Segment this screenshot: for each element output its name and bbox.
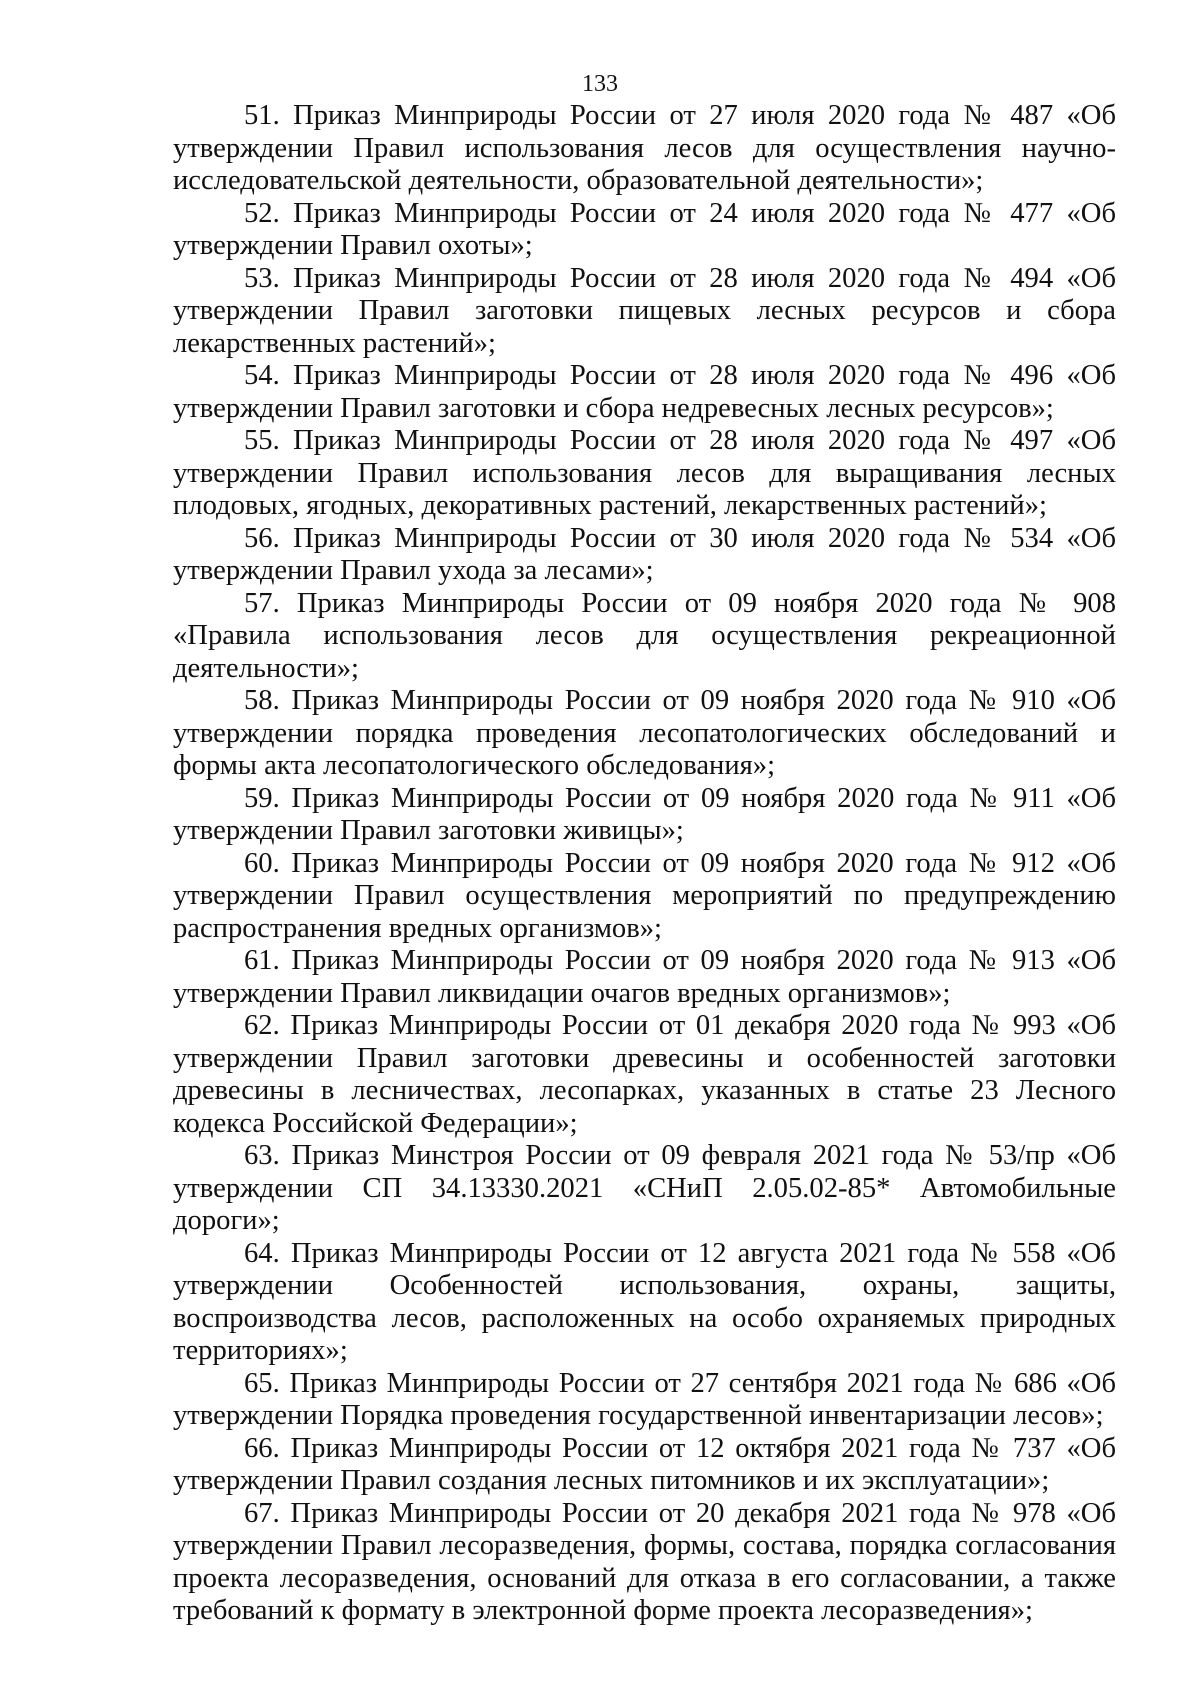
list-item: 58. Приказ Минприроды России от 09 ноября 2020 года № 910 «Об утверждении порядка проведения лесопатологических обследований и формы акта лесопатологического обследования»; bbox=[173, 685, 1116, 781]
list-item: 56. Приказ Минприроды России от 30 июля 2020 года № 534 «Об утверждении Правил ухода за лесами»; bbox=[173, 522, 1116, 586]
list-item: 57. Приказ Минприроды России от 09 ноября 2020 года № 908 «Правила использования лесов для осуществления рекреационной деятельности»; bbox=[173, 587, 1116, 684]
list-item: 60. Приказ Минприроды России от 09 ноября 2020 года № 912 «Об утверждении Правил осуществления мероприятий по предупреждению распространения вредных организмов»; bbox=[173, 847, 1116, 944]
list-item: 61. Приказ Минприроды России от 09 ноября 2020 года № 913 «Об утверждении Правил ликвидации очагов вредных организмов»; bbox=[173, 945, 1116, 1009]
list-item: 67. Приказ Минприроды России от 20 декабря 2021 года № 978 «Об утверждении Правил лесоразведения, формы, состава, порядка согласования проекта лесоразведения, оснований для отказа в его согласовании, а также требований к формату в электронной форме проекта лесоразведения»; bbox=[173, 1497, 1116, 1626]
list-item: 53. Приказ Минприроды России от 28 июля 2020 года № 494 «Об утверждении Правил заготовки пищевых лесных ресурсов и сбора лекарственных растений»; bbox=[173, 262, 1116, 359]
list-item: 55. Приказ Минприроды России от 28 июля 2020 года № 497 «Об утверждении Правил использования лесов для выращивания лесных плодовых, ягодных, декоративных растений, лекарственных растений»; bbox=[173, 425, 1116, 521]
list-item: 65. Приказ Минприроды России от 27 сентября 2021 года № 686 «Об утверждении Порядка проведения государственной инвентаризации лесов»; bbox=[173, 1367, 1116, 1431]
list-item: 54. Приказ Минприроды России от 28 июля 2020 года № 496 «Об утверждении Правил заготовки и сбора недревесных лесных ресурсов»; bbox=[173, 360, 1116, 424]
list-item: 63. Приказ Минстроя России от 09 февраля 2021 года № 53/пр «Об утверждении СП 34.13330.2021 «СНиП 2.05.02-85* Автомобильные дороги»; bbox=[173, 1140, 1116, 1236]
list-item: 59. Приказ Минприроды России от 09 ноября 2020 года № 911 «Об утверждении Правил заготовки живицы»; bbox=[173, 782, 1116, 846]
document-body bbox=[173, 100, 1116, 1628]
page-number: 133 bbox=[582, 71, 618, 97]
list-item: 64. Приказ Минприроды России от 12 августа 2021 года № 558 «Об утверждении Особенностей использования, охраны, защиты, воспроизводства лесов, расположенных на особо охраняемых природных территориях»; bbox=[173, 1237, 1116, 1366]
list-item: 52. Приказ Минприроды России от 24 июля 2020 года № 477 «Об утверждении Правил охоты»; bbox=[173, 197, 1116, 261]
list-item: 51. Приказ Минприроды России от 27 июля 2020 года № 487 «Об утверждении Правил использования лесов для осуществления научно-исследовательской деятельности, образовательной деятельности»; bbox=[173, 100, 1116, 196]
list-item: 66. Приказ Минприроды России от 12 октября 2021 года № 737 «Об утверждении Правил создания лесных питомников и их эксплуатации»; bbox=[173, 1432, 1116, 1496]
list-item: 62. Приказ Минприроды России от 01 декабря 2020 года № 993 «Об утверждении Правил заготовки древесины и особенностей заготовки древесины в лесничествах, лесопарках, указанных в статье 23 Лесного кодекса Российской Федерации»; bbox=[173, 1010, 1116, 1139]
